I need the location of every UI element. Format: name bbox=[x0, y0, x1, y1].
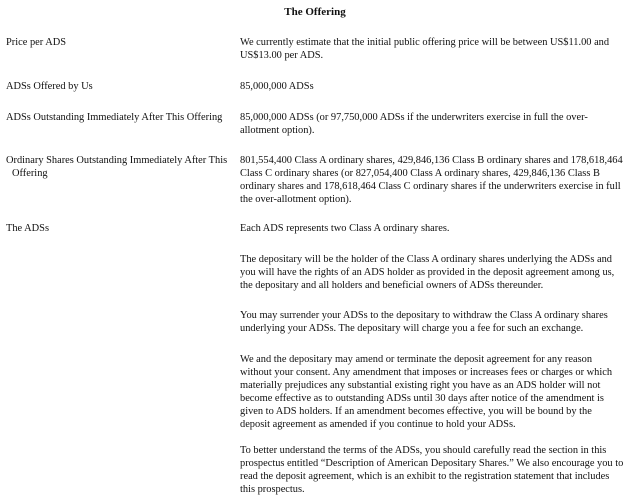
row-value-depositary-holder: The depositary will be the holder of the Class A ordinary shares underlying the ADSs and you will have the rights of an ADS holder as provided in the deposit agreement among us, the depositary and all holders and beneficial owners of ADSs thereunder. bbox=[240, 254, 615, 291]
row-label-price-per-ads: Price per ADS bbox=[6, 37, 67, 48]
row-value-understand-terms: To better understand the terms of the ADSs, you should carefully read the section in this prospectus entitled “Description of American Depositary Shares.” We also encourage you to read the deposit agreement, which is an exhibit to the registration statement that includes this prospectus. bbox=[240, 445, 624, 495]
row-value-amend-terminate: We and the depositary may amend or terminate the deposit agreement for any reason without your consent. Any amendment that imposes or increases fees or charges or which materially prejudices any substantial existing right you have as an ADS holder will not become effective as to outstanding ADSs until 30 days after notice of the amendment is given to ADS holders. If an amendment becomes effective, you will be bound by the deposit agreement as amended if you continue to hold your ADSs. bbox=[240, 354, 613, 430]
section-title: The Offering bbox=[284, 6, 346, 18]
row-label-ordinary-shares-outstanding: Ordinary Shares Outstanding Immediately After This Offering bbox=[6, 155, 228, 179]
row-value-adss-outstanding: 85,000,000 ADSs (or 97,750,000 ADSs if the underwriters exercise in full the over-allotment option). bbox=[240, 112, 588, 136]
row-value-ads-represents: Each ADS represents two Class A ordinary shares. bbox=[240, 223, 450, 234]
row-label-adss-offered: ADSs Offered by Us bbox=[6, 81, 93, 92]
row-label-the-adss: The ADSs bbox=[6, 223, 50, 234]
row-value-surrender-adss: You may surrender your ADSs to the depositary to withdraw the Class A ordinary shares underlying your ADSs. The depositary will charge you a fee for such an exchange. bbox=[240, 310, 608, 334]
row-label-adss-outstanding: ADSs Outstanding Immediately After This Offering bbox=[6, 112, 223, 123]
row-value-price-per-ads: We currently estimate that the initial public offering price will be between US$11.00 and US$13.00 per ADS. bbox=[240, 37, 610, 61]
row-value-adss-offered: 85,000,000 ADSs bbox=[240, 81, 314, 92]
row-value-ordinary-shares-outstanding: 801,554,400 Class A ordinary shares, 429,846,136 Class B ordinary shares and 178,618,464 Class C ordinary shares (or 827,054,400 Class A ordinary shares, 429,846,136 Class B ordinary shares and 178,618,464 Class C ordinary shares if the underwriters exercise in full the over-allotment option). bbox=[240, 155, 623, 205]
